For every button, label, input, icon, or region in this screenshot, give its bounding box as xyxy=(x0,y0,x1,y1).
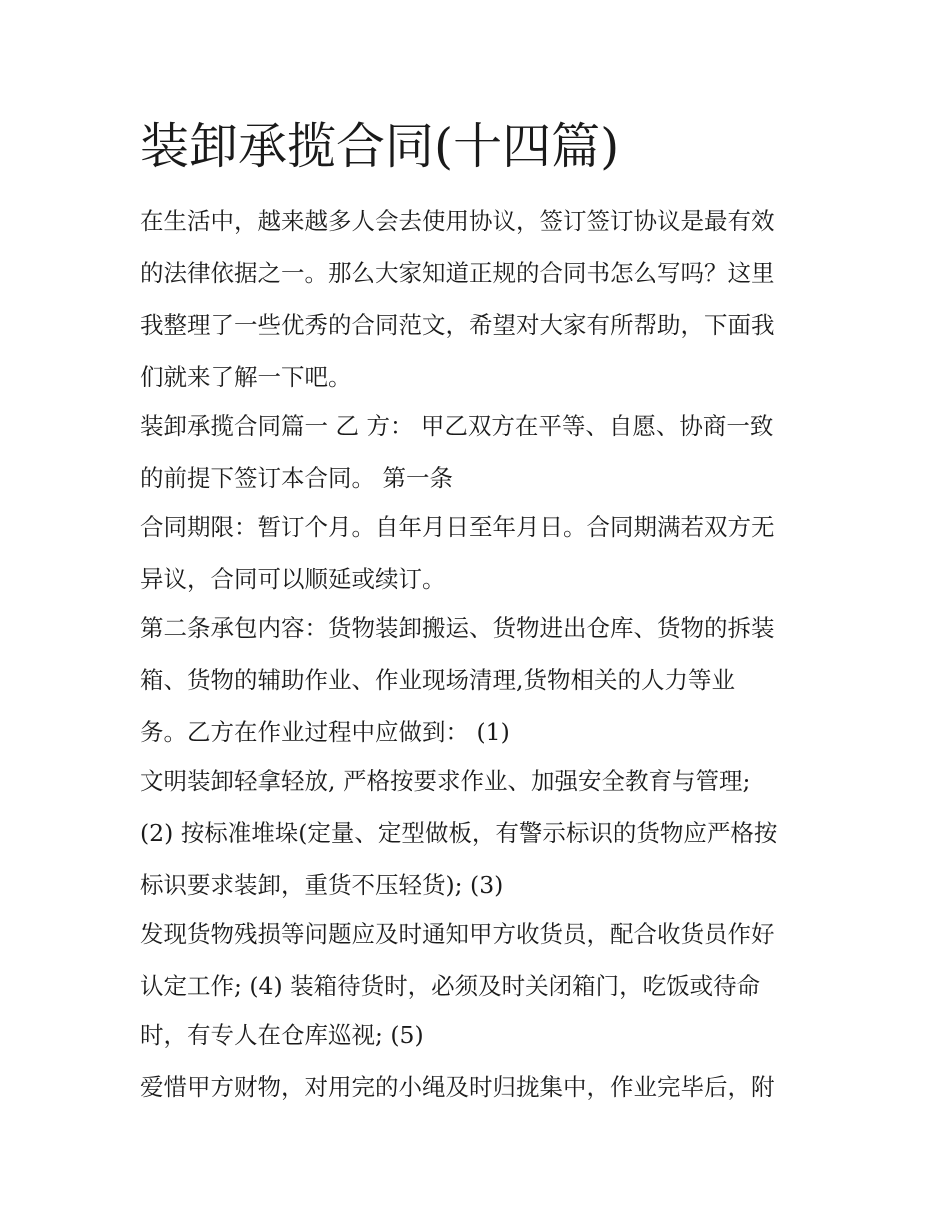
body-text-line: 箱、货物的辅助作业、作业现场清理,货物相关的人力等业 xyxy=(140,666,735,694)
body-text-line: 爱惜甲方财物，对用完的小绳及时归拢集中，作业完毕后，附 xyxy=(140,1073,775,1101)
body-text-line: 务。乙方在作业过程中应做到： (1) xyxy=(140,718,510,746)
body-text-line: 认定工作; (4) 装箱待货时，必须及时关闭箱门，吃饭或待命 xyxy=(140,972,761,1000)
body-text-line: 的法律依据之一。那么大家知道正规的合同书怎么写吗？这里 xyxy=(140,259,775,287)
body-text-line: 标识要求装卸，重货不压轻货); (3) xyxy=(140,871,504,899)
body-text-line: 异议，合同可以顺延或续订。 xyxy=(140,565,446,593)
body-text-line: 装卸承揽合同篇一 乙 方： 甲乙双方在平等、自愿、协商一致 xyxy=(140,412,774,440)
document-title: 装卸承揽合同(十四篇) xyxy=(140,118,620,175)
body-text-line: 文明装卸轻拿轻放, 严格按要求作业、加强安全教育与管理; xyxy=(140,767,751,795)
body-text-line: 们就来了解一下吧。 xyxy=(140,363,352,391)
body-text-line: 的前提下签订本合同。 第一条 xyxy=(140,464,453,492)
body-text-line: 时，有专人在仓库巡视; (5) xyxy=(140,1021,424,1049)
body-text-line: 发现货物残损等问题应及时通知甲方收货员，配合收货员作好 xyxy=(140,920,775,948)
body-text-line: 我整理了一些优秀的合同范文，希望对大家有所帮助，下面我 xyxy=(140,311,775,339)
body-text-line: 合同期限：暂订个月。自年月日至年月日。合同期满若双方无 xyxy=(140,513,775,541)
body-text-line: 第二条承包内容：货物装卸搬运、货物进出仓库、货物的拆装 xyxy=(140,614,775,642)
body-text-line: 在生活中，越来越多人会去使用协议，签订签订协议是最有效 xyxy=(140,207,775,235)
body-text-line: (2) 按标准堆垛(定量、定型做板，有警示标识的货物应严格按 xyxy=(140,819,778,847)
